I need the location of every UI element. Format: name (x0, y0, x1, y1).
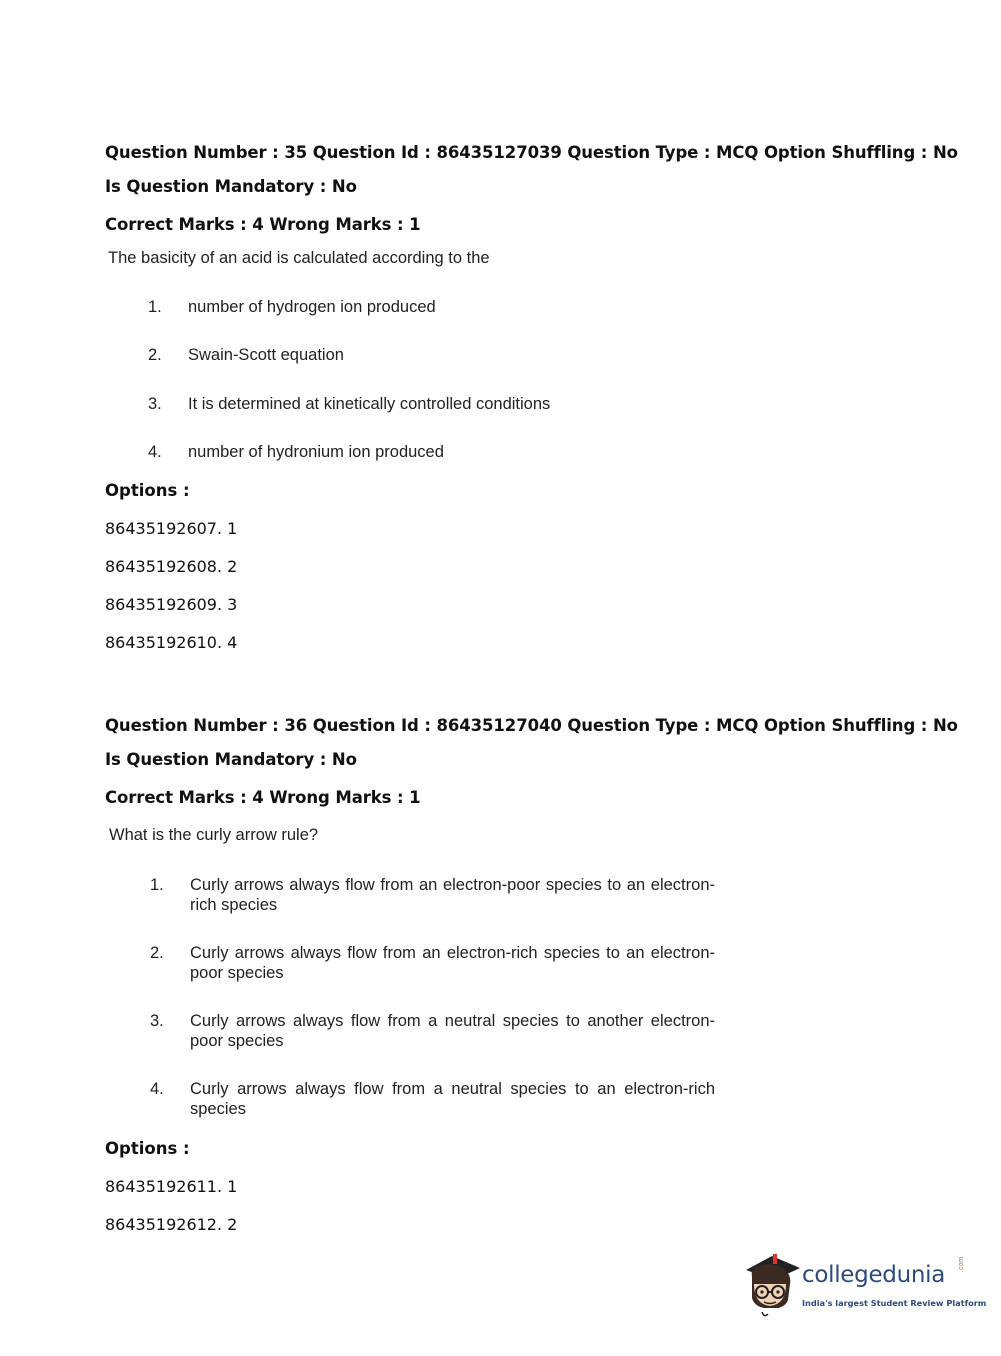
option-id: 86435192611. 1 (105, 1177, 238, 1196)
choice-number: 2. (148, 346, 162, 364)
choice-item (148, 297, 728, 317)
collegedunia-logo (742, 1248, 987, 1318)
question-stem: The basicity of an acid is calculated according to the (108, 249, 490, 267)
choice-text: number of hydrogen ion produced (188, 298, 436, 316)
choice-item (150, 875, 715, 915)
options-label: Options : (105, 1139, 190, 1158)
mascot-icon (742, 1248, 804, 1318)
question-mandatory: Is Question Mandatory : No (105, 750, 357, 769)
question-marks: Correct Marks : 4 Wrong Marks : 1 (105, 788, 421, 807)
question-36-header (105, 716, 958, 807)
choice-number: 4. (150, 1080, 164, 1098)
choice-item (150, 1079, 715, 1119)
logo-suffix: .com (958, 1256, 965, 1272)
question-35-header (105, 143, 958, 234)
choice-text: Curly arrows always flow from a neutral species to another electron-poor species (190, 1012, 715, 1050)
question-marks: Correct Marks : 4 Wrong Marks : 1 (105, 215, 421, 234)
logo-wordmark: collegedunia (802, 1262, 946, 1288)
logo-tagline: India's largest Student Review Platform (802, 1298, 987, 1308)
choice-item (150, 1011, 715, 1051)
option-id: 86435192609. 3 (105, 595, 238, 614)
options-label: Options : (105, 481, 190, 500)
question-stem: What is the curly arrow rule? (109, 826, 319, 844)
choice-text: Curly arrows always flow from a neutral species to an electron-rich species (190, 1080, 715, 1118)
choice-number: 1. (148, 298, 162, 316)
choice-item (150, 943, 715, 983)
option-id: 86435192612. 2 (105, 1215, 238, 1234)
choice-number: 1. (150, 876, 164, 894)
choice-item (148, 345, 728, 365)
choice-text: Curly arrows always flow from an electron-poor species to an electron-rich species (190, 876, 715, 914)
choice-item (148, 442, 728, 462)
choice-number: 3. (150, 1012, 164, 1030)
option-id: 86435192610. 4 (105, 633, 238, 652)
choice-text: It is determined at kinetically controlled conditions (188, 395, 551, 413)
question-mandatory: Is Question Mandatory : No (105, 177, 357, 196)
question-meta: Question Number : 36 Question Id : 86435127040 Question Type : MCQ Option Shuffling : No (105, 716, 958, 735)
choice-number: 3. (148, 395, 162, 413)
option-id: 86435192607. 1 (105, 519, 238, 538)
choice-number: 4. (148, 443, 162, 461)
choice-text: Swain-Scott equation (188, 346, 344, 364)
choice-item (148, 394, 728, 414)
choice-text: number of hydronium ion produced (188, 443, 444, 461)
choice-number: 2. (150, 944, 164, 962)
option-id: 86435192608. 2 (105, 557, 238, 576)
choice-text: Curly arrows always flow from an electron-rich species to an electron-poor species (190, 944, 715, 982)
question-meta: Question Number : 35 Question Id : 86435127039 Question Type : MCQ Option Shuffling : No (105, 143, 958, 162)
